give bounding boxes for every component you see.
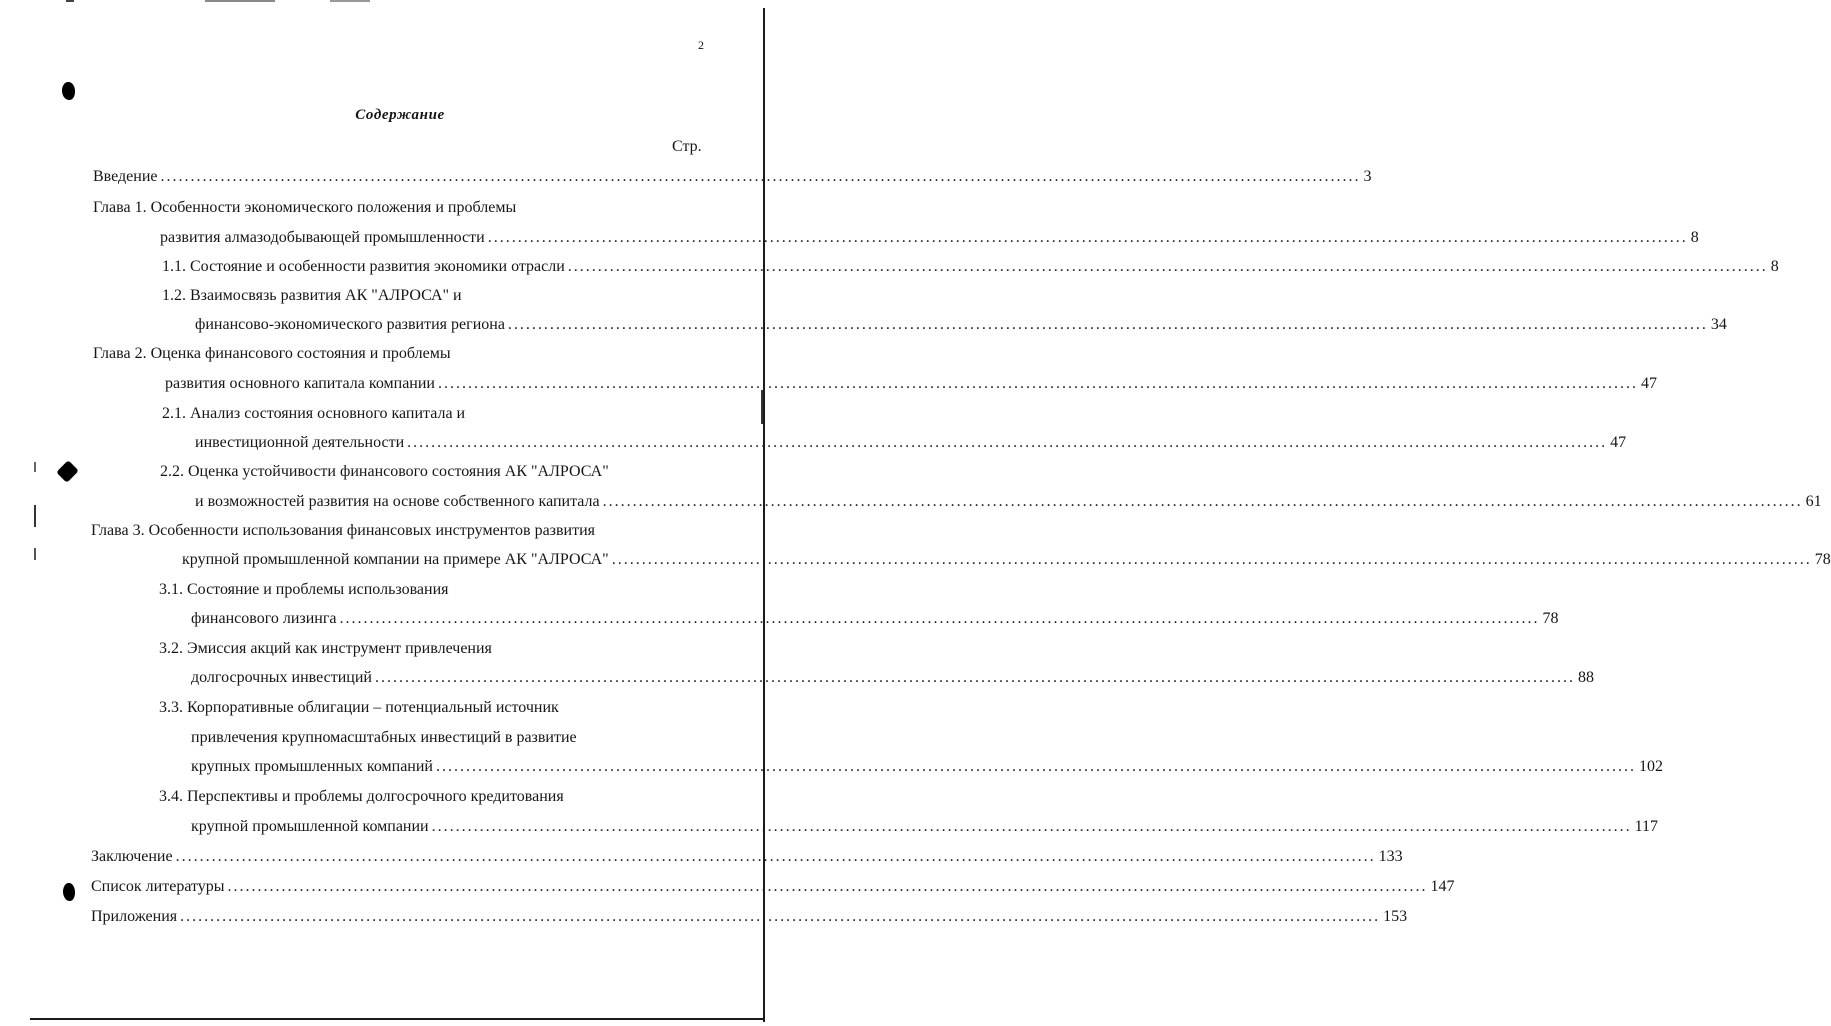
toc-entry	[93, 343, 451, 365]
toc-entry-title: привлечения крупномасштабных инвестиций в развитие	[191, 729, 577, 746]
toc-entry	[195, 491, 1822, 513]
toc-entry-title: 3.4. Перспективы и проблемы долгосрочного кредитования	[159, 788, 564, 805]
toc-entry-page: 47	[1610, 434, 1627, 451]
toc-entry	[91, 520, 595, 542]
toc-entry-title: Глава 2. Оценка финансового состояния и проблемы	[93, 345, 451, 362]
toc-entry-title: развития основного капитала компании	[165, 375, 435, 392]
dot-leader: ........................................................................................................................................................................................................	[602, 493, 1803, 510]
toc-entry-page: 3	[1363, 168, 1372, 185]
dot-leader: ........................................................................................................................................................................................................	[374, 669, 1575, 686]
toc-entry-title: инвестиционной деятельности	[195, 434, 405, 451]
toc-entry	[91, 906, 1408, 928]
page-column-label: Стр.	[672, 138, 702, 155]
toc-entry	[91, 846, 1403, 868]
dot-leader: ........................................................................................................................................................................................................	[611, 551, 1812, 568]
scan-mark	[34, 505, 36, 527]
toc-entry-title: крупной промышленной компании	[191, 818, 429, 835]
scan-mark	[761, 390, 763, 424]
punch-hole-blot	[63, 883, 75, 901]
toc-entry-page: 133	[1378, 848, 1403, 865]
toc-entry-page: 102	[1638, 758, 1663, 775]
toc-entry	[191, 727, 577, 749]
toc-entry-title: крупной промышленной компании на примере АК "АЛРОСА"	[182, 551, 609, 568]
toc-entry-page: 8	[1770, 258, 1779, 275]
toc-entry	[93, 197, 516, 219]
scan-border-bottom	[30, 1018, 765, 1020]
scan-mark	[34, 548, 36, 560]
dot-leader: ........................................................................................................................................................................................................	[339, 610, 1540, 627]
toc-entry-title: Приложения	[91, 908, 178, 925]
toc-entry	[195, 432, 1627, 454]
scan-mark	[34, 462, 36, 472]
dot-leader: ........................................................................................................................................................................................................	[567, 258, 1768, 275]
toc-entry-page: 88	[1577, 669, 1594, 686]
toc-entry-page: 78	[1814, 551, 1831, 568]
toc-entry	[162, 403, 465, 425]
dot-leader: ........................................................................................................................................................................................................	[435, 758, 1636, 775]
toc-entry-title: 3.3. Корпоративные облигации – потенциальный источник	[159, 699, 559, 716]
toc-entry	[159, 697, 559, 719]
dot-leader: ........................................................................................................................................................................................................	[431, 818, 1632, 835]
scan-mark	[205, 0, 275, 2]
dot-leader: ........................................................................................................................................................................................................	[487, 229, 1688, 246]
toc-entry	[191, 756, 1663, 778]
dot-leader: ........................................................................................................................................................................................................	[507, 316, 1708, 333]
scan-mark	[330, 0, 370, 2]
toc-entry-title: 3.1. Состояние и проблемы использования	[159, 581, 449, 598]
toc-entry-title: крупных промышленных компаний	[191, 758, 433, 775]
toc-entry-title: Введение	[93, 168, 158, 185]
toc-entry-title: 2.2. Оценка устойчивости финансового состояния АК "АЛРОСА"	[160, 463, 609, 480]
toc-entry-title: 3.2. Эмиссия акций как инструмент привлечения	[159, 640, 492, 657]
toc-entry	[159, 786, 564, 808]
toc-entry-title: 2.1. Анализ состояния основного капитала и	[162, 405, 466, 422]
toc-entry	[191, 667, 1594, 689]
toc-entry-title: 1.2. Взаимосвязь развития АК "АЛРОСА" и	[162, 287, 462, 304]
toc-entry	[91, 876, 1455, 898]
dot-leader: ........................................................................................................................................................................................................	[407, 434, 1608, 451]
toc-entry-page: 8	[1690, 229, 1699, 246]
toc-entry	[160, 461, 609, 483]
toc-entry	[159, 638, 492, 660]
page-number: 2	[698, 38, 704, 52]
dot-leader: ........................................................................................................................................................................................................	[438, 375, 1638, 392]
toc-entry-title: долгосрочных инвестиций	[191, 669, 372, 686]
toc-entry-title: 1.1. Состояние и особенности развития экономики отрасли	[162, 258, 565, 275]
toc-entry	[195, 314, 1727, 336]
punch-hole-blot	[62, 82, 75, 100]
toc-entry	[165, 373, 1657, 395]
toc-entry	[162, 285, 462, 307]
toc-entry-page: 147	[1430, 878, 1455, 895]
toc-entry-title: финансового лизинга	[191, 610, 337, 627]
dot-leader: ........................................................................................................................................................................................................	[227, 878, 1428, 895]
page-title: Содержание	[355, 107, 445, 123]
toc-entry-title: и возможностей развития на основе собственного капитала	[195, 493, 600, 510]
toc-entry-title: Список литературы	[91, 878, 225, 895]
scan-mark	[66, 0, 74, 2]
toc-entry-page: 47	[1641, 375, 1657, 392]
toc-entry-page: 117	[1634, 818, 1659, 835]
toc-entry	[159, 579, 449, 601]
toc-entry-page: 34	[1710, 316, 1727, 333]
dot-leader: ........................................................................................................................................................................................................	[180, 908, 1381, 925]
toc-entry	[191, 816, 1659, 838]
toc-entry-title: Глава 3. Особенности использования финансовых инструментов развития	[91, 522, 596, 539]
dot-leader: ........................................................................................................................................................................................................	[160, 168, 1361, 185]
toc-entry-page: 78	[1542, 610, 1559, 627]
toc-entry	[162, 256, 1779, 278]
toc-entry-title: развития алмазодобывающей промышленности	[160, 229, 485, 246]
punch-hole-blot	[56, 460, 79, 483]
toc-entry-title: Глава 1. Особенности экономического положения и проблемы	[93, 199, 517, 216]
toc-entry	[182, 549, 1831, 571]
toc-entry-page: 153	[1383, 908, 1408, 925]
dot-leader: ........................................................................................................................................................................................................	[175, 848, 1376, 865]
toc-entry	[160, 227, 1699, 249]
scan-border-right	[763, 8, 765, 1022]
toc-entry	[191, 608, 1559, 630]
toc-entry-title: Заключение	[91, 848, 173, 865]
toc-entry	[93, 166, 1372, 188]
toc-entry-page: 61	[1805, 493, 1822, 510]
toc-entry-title: финансово-экономического развития региона	[195, 316, 505, 333]
